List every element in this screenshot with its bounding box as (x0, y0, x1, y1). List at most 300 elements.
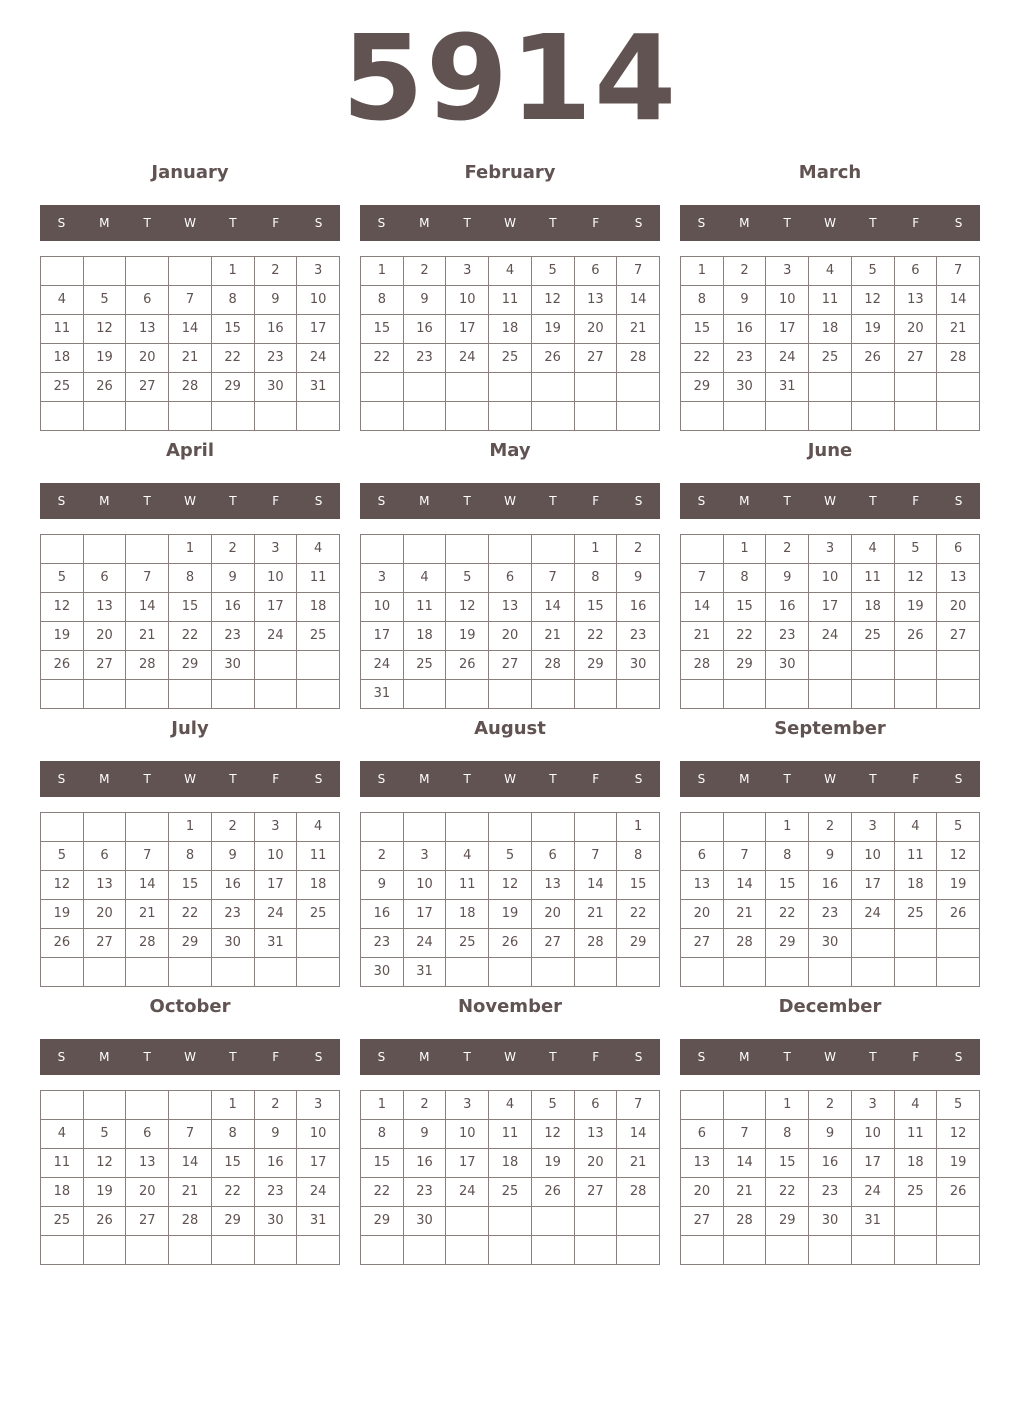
day-cell: 4 (809, 257, 852, 286)
empty-day-cell (446, 1207, 489, 1236)
empty-day-cell (851, 680, 894, 709)
empty-day-cell (681, 535, 724, 564)
week-row (681, 286, 980, 315)
empty-day-cell (361, 373, 404, 402)
empty-day-cell (403, 535, 446, 564)
week-row (361, 257, 660, 286)
day-cell: 26 (894, 622, 937, 651)
empty-day-cell (126, 1236, 169, 1265)
day-cell: 24 (766, 344, 809, 373)
day-cell: 4 (41, 1120, 84, 1149)
day-cell: 29 (574, 651, 617, 680)
day-cell: 17 (361, 622, 404, 651)
day-cell: 5 (937, 813, 980, 842)
empty-day-cell (851, 402, 894, 431)
day-cell: 15 (766, 871, 809, 900)
week-row (681, 680, 980, 709)
weekday-label: F (272, 1050, 280, 1064)
day-cell: 13 (531, 871, 574, 900)
day-cell: 4 (297, 813, 340, 842)
weekday-label: M (419, 216, 430, 230)
empty-day-cell (723, 402, 766, 431)
day-cell: 15 (617, 871, 660, 900)
weekday-label: W (184, 1050, 196, 1064)
empty-day-cell (41, 257, 84, 286)
day-cell: 18 (489, 1149, 532, 1178)
empty-day-cell (894, 402, 937, 431)
empty-day-cell (83, 1236, 126, 1265)
day-cell: 1 (169, 535, 212, 564)
day-cell: 12 (83, 315, 126, 344)
day-cell: 28 (937, 344, 980, 373)
empty-day-cell (126, 535, 169, 564)
day-cell: 18 (41, 344, 84, 373)
day-cell: 30 (254, 1207, 297, 1236)
day-cell: 14 (126, 871, 169, 900)
day-cell: 17 (403, 900, 446, 929)
empty-day-cell (489, 958, 532, 987)
day-cell: 13 (574, 286, 617, 315)
day-cell: 29 (169, 651, 212, 680)
day-cell: 22 (617, 900, 660, 929)
day-cell: 16 (254, 1149, 297, 1178)
day-cell: 25 (446, 929, 489, 958)
day-cell: 10 (809, 564, 852, 593)
empty-day-cell (574, 813, 617, 842)
day-cell: 28 (169, 373, 212, 402)
weekday-label: S (57, 494, 66, 508)
weekday-label: T (229, 216, 237, 230)
day-cell: 8 (361, 1120, 404, 1149)
empty-day-cell (489, 1207, 532, 1236)
week-row (681, 1236, 980, 1265)
week-row (681, 929, 980, 958)
empty-day-cell (937, 929, 980, 958)
empty-day-cell (851, 651, 894, 680)
empty-day-cell (446, 373, 489, 402)
week-row (681, 622, 980, 651)
day-cell: 18 (894, 1149, 937, 1178)
weekday-label: M (99, 772, 110, 786)
day-cell: 31 (766, 373, 809, 402)
weekday-label: M (419, 1050, 430, 1064)
empty-day-cell (126, 1091, 169, 1120)
day-cell: 5 (83, 286, 126, 315)
weekday-label: S (954, 494, 963, 508)
day-cell: 30 (361, 958, 404, 987)
empty-day-cell (254, 958, 297, 987)
day-cell: 25 (297, 622, 340, 651)
day-cell: 12 (41, 593, 84, 622)
weekday-label: T (549, 772, 557, 786)
empty-day-cell (531, 402, 574, 431)
empty-day-cell (531, 1236, 574, 1265)
empty-day-cell (361, 535, 404, 564)
week-row (681, 958, 980, 987)
weekday-label: S (57, 772, 66, 786)
weekday-label: S (697, 1050, 706, 1064)
empty-day-cell (211, 1236, 254, 1265)
weekday-label: T (783, 216, 791, 230)
empty-day-cell (403, 1236, 446, 1265)
weekday-header (360, 205, 660, 241)
day-cell: 11 (41, 315, 84, 344)
day-cell: 26 (489, 929, 532, 958)
week-row (41, 1236, 340, 1265)
day-cell: 6 (83, 564, 126, 593)
day-cell: 3 (851, 813, 894, 842)
day-cell: 14 (617, 286, 660, 315)
weekday-header (680, 483, 980, 519)
day-cell: 7 (723, 842, 766, 871)
empty-day-cell (894, 373, 937, 402)
week-row (681, 564, 980, 593)
day-cell: 30 (809, 929, 852, 958)
day-cell: 22 (723, 622, 766, 651)
day-cell: 10 (254, 842, 297, 871)
day-cell: 20 (83, 622, 126, 651)
day-cell: 16 (617, 593, 660, 622)
day-cell: 17 (446, 1149, 489, 1178)
empty-day-cell (574, 402, 617, 431)
empty-day-cell (851, 958, 894, 987)
day-cell: 10 (297, 1120, 340, 1149)
day-cell: 17 (851, 871, 894, 900)
empty-day-cell (809, 402, 852, 431)
day-cell: 25 (809, 344, 852, 373)
empty-day-cell (681, 958, 724, 987)
day-cell: 12 (531, 1120, 574, 1149)
weekday-label: T (549, 494, 557, 508)
day-cell: 27 (894, 344, 937, 373)
day-cell: 12 (894, 564, 937, 593)
day-cell: 15 (361, 315, 404, 344)
empty-day-cell (361, 1236, 404, 1265)
weekday-header (680, 205, 980, 241)
day-cell: 18 (403, 622, 446, 651)
weekday-label: T (549, 1050, 557, 1064)
day-cell: 26 (41, 929, 84, 958)
day-cell: 11 (489, 1120, 532, 1149)
day-cell: 10 (766, 286, 809, 315)
day-cell: 24 (254, 622, 297, 651)
day-cell: 22 (211, 344, 254, 373)
day-cell: 20 (894, 315, 937, 344)
empty-day-cell (574, 958, 617, 987)
day-cell: 6 (574, 257, 617, 286)
empty-day-cell (766, 402, 809, 431)
week-row (41, 564, 340, 593)
day-cell: 13 (489, 593, 532, 622)
day-cell: 25 (41, 373, 84, 402)
day-cell: 2 (766, 535, 809, 564)
day-cell: 21 (681, 622, 724, 651)
day-cell: 17 (446, 315, 489, 344)
empty-day-cell (531, 958, 574, 987)
week-row (41, 651, 340, 680)
day-cell: 5 (446, 564, 489, 593)
day-cell: 1 (574, 535, 617, 564)
day-cell: 24 (851, 1178, 894, 1207)
day-cell: 21 (617, 315, 660, 344)
empty-day-cell (937, 651, 980, 680)
week-row (41, 1178, 340, 1207)
week-row (41, 257, 340, 286)
day-cell: 27 (574, 1178, 617, 1207)
empty-day-cell (126, 958, 169, 987)
weekday-label: T (143, 1050, 151, 1064)
month-name: May (489, 440, 531, 461)
weekday-label: S (314, 216, 323, 230)
day-cell: 11 (851, 564, 894, 593)
day-cell: 7 (126, 564, 169, 593)
weekday-label: W (824, 1050, 836, 1064)
day-cell: 20 (681, 900, 724, 929)
day-cell: 9 (254, 286, 297, 315)
empty-day-cell (489, 680, 532, 709)
weekday-label: T (869, 494, 877, 508)
weekday-label: M (739, 1050, 750, 1064)
day-cell: 20 (126, 1178, 169, 1207)
weekday-label: F (912, 216, 920, 230)
day-cell: 5 (531, 257, 574, 286)
day-cell: 13 (894, 286, 937, 315)
day-cell: 31 (403, 958, 446, 987)
day-cell: 15 (211, 315, 254, 344)
day-cell: 20 (574, 1149, 617, 1178)
empty-day-cell (446, 680, 489, 709)
day-cell: 21 (531, 622, 574, 651)
weekday-label: W (824, 494, 836, 508)
day-cell: 30 (809, 1207, 852, 1236)
weekday-header (360, 1039, 660, 1075)
day-cell: 31 (254, 929, 297, 958)
day-cell: 28 (617, 1178, 660, 1207)
day-cell: 15 (211, 1149, 254, 1178)
day-cell: 4 (851, 535, 894, 564)
day-cell: 9 (361, 871, 404, 900)
day-cell: 2 (211, 813, 254, 842)
day-cell: 29 (723, 651, 766, 680)
day-cell: 25 (894, 900, 937, 929)
week-row (361, 842, 660, 871)
day-cell: 14 (723, 871, 766, 900)
empty-day-cell (254, 402, 297, 431)
day-cell: 16 (403, 315, 446, 344)
day-grid (40, 534, 340, 709)
empty-day-cell (446, 1236, 489, 1265)
week-row (361, 373, 660, 402)
day-cell: 23 (361, 929, 404, 958)
week-row (361, 535, 660, 564)
day-cell: 24 (809, 622, 852, 651)
empty-day-cell (126, 257, 169, 286)
day-cell: 20 (126, 344, 169, 373)
day-cell: 7 (169, 286, 212, 315)
weekday-label: T (869, 1050, 877, 1064)
day-cell: 5 (894, 535, 937, 564)
day-cell: 4 (489, 257, 532, 286)
weekday-label: S (634, 1050, 643, 1064)
week-row (361, 1149, 660, 1178)
empty-day-cell (169, 1236, 212, 1265)
empty-day-cell (574, 1236, 617, 1265)
day-cell: 13 (126, 1149, 169, 1178)
empty-day-cell (937, 1236, 980, 1265)
empty-day-cell (766, 680, 809, 709)
weekday-label: F (912, 494, 920, 508)
week-row (681, 315, 980, 344)
day-cell: 6 (937, 535, 980, 564)
day-cell: 21 (126, 622, 169, 651)
day-cell: 2 (254, 1091, 297, 1120)
day-cell: 8 (211, 286, 254, 315)
day-cell: 15 (169, 871, 212, 900)
day-cell: 7 (617, 257, 660, 286)
day-cell: 20 (574, 315, 617, 344)
empty-day-cell (681, 402, 724, 431)
weekday-label: T (229, 1050, 237, 1064)
day-cell: 12 (41, 871, 84, 900)
day-cell: 19 (446, 622, 489, 651)
weekday-label: S (377, 772, 386, 786)
day-cell: 26 (937, 1178, 980, 1207)
week-row (41, 402, 340, 431)
empty-day-cell (937, 373, 980, 402)
day-cell: 4 (403, 564, 446, 593)
day-cell: 9 (403, 286, 446, 315)
day-cell: 22 (766, 900, 809, 929)
day-cell: 18 (851, 593, 894, 622)
empty-day-cell (211, 680, 254, 709)
day-cell: 2 (403, 1091, 446, 1120)
day-cell: 8 (766, 842, 809, 871)
weekday-label: T (783, 772, 791, 786)
weekday-label: S (57, 1050, 66, 1064)
day-cell: 30 (617, 651, 660, 680)
empty-day-cell (211, 402, 254, 431)
week-row (361, 402, 660, 431)
weekday-label: T (229, 494, 237, 508)
weekday-label: T (463, 1050, 471, 1064)
month-name: March (798, 162, 862, 183)
day-cell: 24 (851, 900, 894, 929)
empty-day-cell (41, 402, 84, 431)
day-grid (40, 256, 340, 431)
week-row (41, 535, 340, 564)
day-cell: 9 (403, 1120, 446, 1149)
empty-day-cell (766, 1236, 809, 1265)
weekday-header (360, 483, 660, 519)
day-cell: 20 (83, 900, 126, 929)
day-cell: 20 (531, 900, 574, 929)
week-row (681, 402, 980, 431)
weekday-label: W (824, 772, 836, 786)
day-cell: 11 (489, 286, 532, 315)
day-cell: 8 (766, 1120, 809, 1149)
week-row (361, 1178, 660, 1207)
weekday-label: M (739, 772, 750, 786)
empty-day-cell (126, 402, 169, 431)
week-row (361, 593, 660, 622)
weekday-label: S (697, 494, 706, 508)
day-cell: 3 (254, 535, 297, 564)
day-cell: 2 (723, 257, 766, 286)
empty-day-cell (723, 1236, 766, 1265)
day-cell: 11 (41, 1149, 84, 1178)
week-row (41, 1149, 340, 1178)
week-row (361, 1120, 660, 1149)
day-cell: 17 (766, 315, 809, 344)
empty-day-cell (937, 1207, 980, 1236)
empty-day-cell (681, 813, 724, 842)
day-grid (40, 1090, 340, 1265)
week-row (361, 1091, 660, 1120)
weekday-label: M (99, 494, 110, 508)
week-row (41, 929, 340, 958)
day-grid (680, 256, 980, 431)
empty-day-cell (169, 680, 212, 709)
day-cell: 7 (937, 257, 980, 286)
day-cell: 7 (169, 1120, 212, 1149)
day-cell: 29 (766, 929, 809, 958)
weekday-label: M (739, 494, 750, 508)
week-row (41, 373, 340, 402)
week-row (361, 651, 660, 680)
weekday-label: T (463, 772, 471, 786)
empty-day-cell (617, 1236, 660, 1265)
day-cell: 22 (766, 1178, 809, 1207)
month-name: June (807, 440, 853, 461)
month-name: April (165, 440, 215, 461)
empty-day-cell (617, 402, 660, 431)
day-cell: 6 (83, 842, 126, 871)
day-cell: 16 (723, 315, 766, 344)
day-cell: 14 (937, 286, 980, 315)
weekday-label: W (504, 216, 516, 230)
day-cell: 10 (297, 286, 340, 315)
day-cell: 27 (937, 622, 980, 651)
day-cell: 6 (894, 257, 937, 286)
day-cell: 23 (809, 1178, 852, 1207)
day-cell: 28 (531, 651, 574, 680)
week-row (41, 1207, 340, 1236)
day-cell: 3 (809, 535, 852, 564)
week-row (41, 622, 340, 651)
day-cell: 16 (809, 1149, 852, 1178)
empty-day-cell (41, 535, 84, 564)
day-cell: 21 (723, 900, 766, 929)
week-row (41, 680, 340, 709)
month-name: September (774, 718, 886, 739)
day-cell: 14 (574, 871, 617, 900)
day-cell: 15 (723, 593, 766, 622)
empty-day-cell (574, 373, 617, 402)
day-cell: 6 (126, 286, 169, 315)
day-cell: 12 (83, 1149, 126, 1178)
weekday-label: S (314, 772, 323, 786)
day-cell: 28 (617, 344, 660, 373)
week-row (361, 813, 660, 842)
day-cell: 20 (681, 1178, 724, 1207)
empty-day-cell (809, 1236, 852, 1265)
week-row (361, 680, 660, 709)
weekday-header (360, 761, 660, 797)
day-cell: 23 (211, 900, 254, 929)
day-cell: 29 (169, 929, 212, 958)
weekday-label: M (419, 494, 430, 508)
day-cell: 10 (254, 564, 297, 593)
